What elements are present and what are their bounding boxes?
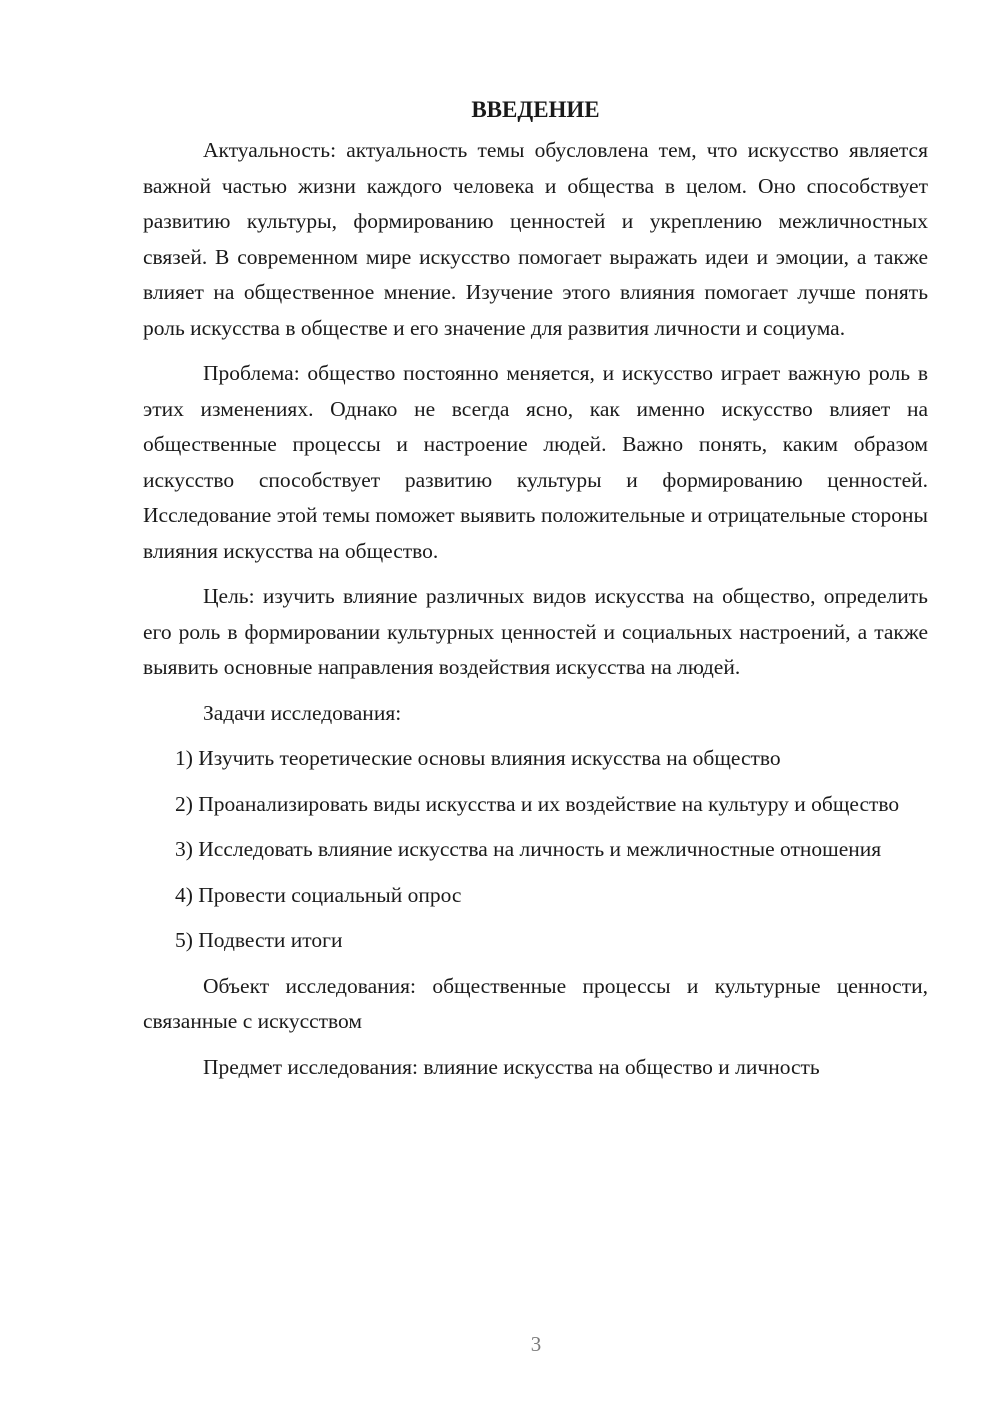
- task-item: 4) Провести социальный опрос: [175, 882, 462, 907]
- section-title: ВВЕДЕНИЕ: [471, 97, 600, 122]
- page-number: 3: [530, 1332, 542, 1356]
- document-page: [143, 93, 928, 1095]
- goal-paragraph: Цель: изучить влияние различных видов искусства на общество, определить его роль в формировании культурных ценностей и социальных настроений, а также выявить основные направления воздействия искусства на людей.: [143, 584, 928, 679]
- task-item: 5) Подвести итоги: [175, 928, 343, 952]
- task-item: 1) Изучить теоретические основы влияния искусства на общество: [175, 746, 781, 770]
- object-paragraph: Объект исследования: общественные процессы и культурные ценности, связанные с искусством: [143, 973, 928, 1033]
- task-item: 2) Проанализировать виды искусства и их воздействие на культуру и общество: [175, 791, 900, 816]
- task-item: 3) Исследовать влияние искусства на личность и межличностные отношения: [175, 837, 882, 861]
- relevance-paragraph: Актуальность: актуальность темы обусловлена тем, что искусство является важной частью жизни каждого человека и общества в целом. Оно способствует развитию культуры, формированию ценностей и укреплению межличностных связей. В современном мире искусство помогает выражать идеи и эмоции, а также влияет на общественное мнение. Изучение этого влияния помогает лучше понять роль искусства в обществе и его значение для развития личности и социума.: [143, 138, 928, 340]
- problem-paragraph: Проблема: общество постоянно меняется, и искусство играет важную роль в этих изменениях. Однако не всегда ясно, как именно искусство влияет на общественные процессы и настроение людей. Важно понять, каким образом искусство способствует развитию культуры и формированию ценностей. Исследование этой темы поможет выявить положительные и отрицательные стороны влияния искусства на общество.: [143, 361, 928, 563]
- tasks-heading: Задачи исследования:: [203, 700, 402, 725]
- subject-paragraph: Предмет исследования: влияние искусства на общество и личность: [203, 1054, 820, 1079]
